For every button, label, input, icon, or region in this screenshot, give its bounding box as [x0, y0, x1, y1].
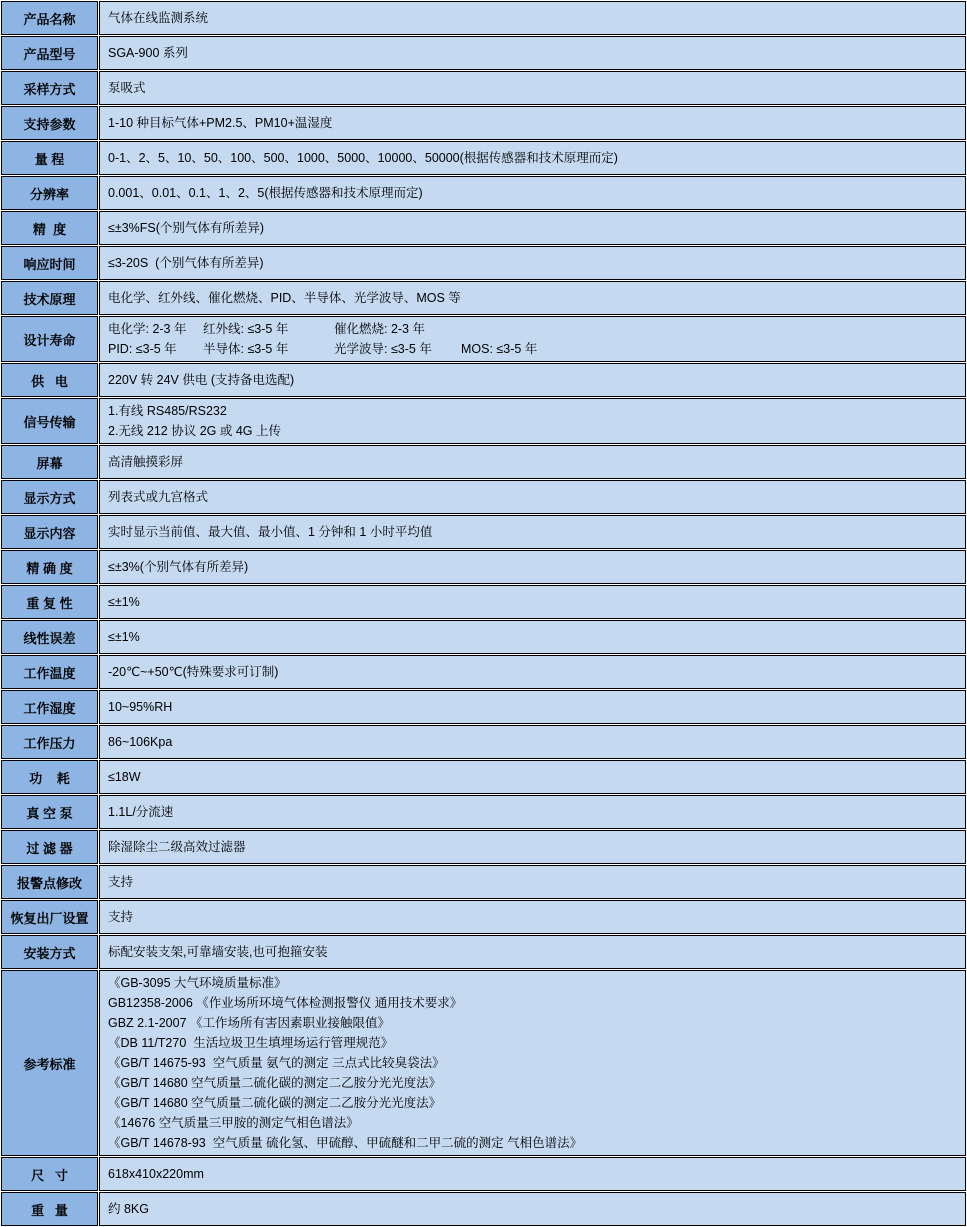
spec-value-line — [108, 339, 961, 359]
spec-value-line: 《GB/T 14680 空气质量二硫化碳的测定二乙胺分光光度法》 — [108, 1096, 442, 1110]
spec-label: 产品型号 — [1, 36, 98, 70]
spec-value — [99, 620, 966, 654]
spec-value — [99, 480, 966, 514]
spec-label: 线性误差 — [1, 620, 98, 654]
table-row — [1, 480, 966, 514]
table-row — [1, 36, 966, 70]
table-row — [1, 900, 966, 934]
spec-label: 报警点修改 — [1, 865, 98, 899]
table-row — [1, 363, 966, 397]
spec-value — [99, 445, 966, 479]
spec-value-line: 《GB/T 14678-93 空气质量 硫化氢、甲硫醇、甲硫醚和二甲二硫的测定 气相色谱法》 — [108, 1136, 583, 1150]
spec-value-line: 气体在线监测系统 — [108, 11, 209, 25]
spec-label: 技术原理 — [1, 281, 98, 315]
spec-label: 信号传输 — [1, 398, 98, 444]
table-row — [1, 281, 966, 315]
spec-value-line: 《GB/T 14675-93 空气质量 氨气的测定 三点式比较臭袋法》 — [108, 1056, 445, 1070]
spec-value — [99, 515, 966, 549]
table-row — [1, 585, 966, 619]
spec-value-line: ≤±1% — [108, 630, 140, 644]
spec-value-line: 1-10 种目标气体+PM2.5、PM10+温湿度 — [108, 116, 333, 130]
spec-label: 支持参数 — [1, 106, 98, 140]
spec-value-line: 标配安装支架,可靠墙安装,也可抱箍安装 — [108, 945, 328, 959]
spec-value-line: 约 8KG — [108, 1202, 149, 1216]
table-row — [1, 515, 966, 549]
spec-label: 屏幕 — [1, 445, 98, 479]
spec-label: 工作压力 — [1, 725, 98, 759]
spec-value-segment: 催化燃烧: 2-3 年 — [334, 322, 425, 336]
spec-value — [99, 935, 966, 969]
spec-value-line: GBZ 2.1-2007 《工作场所有害因素职业接触限值》 — [108, 1016, 390, 1030]
spec-value-line: 0-1、2、5、10、50、100、500、1000、5000、10000、50000(根据传感器和技术原理而定) — [108, 151, 618, 165]
spec-value — [99, 585, 966, 619]
spec-value-line: 618x410x220mm — [108, 1167, 204, 1181]
spec-table-body — [1, 1, 966, 1226]
spec-value-line: ≤±3%(个别气体有所差异) — [108, 560, 249, 574]
table-row — [1, 71, 966, 105]
spec-value-line: 1.1L/分流速 — [108, 805, 174, 819]
spec-value — [99, 36, 966, 70]
spec-value-line: ≤3-20S (个别气体有所差异) — [108, 256, 264, 270]
spec-value — [99, 690, 966, 724]
table-row — [1, 935, 966, 969]
spec-value — [99, 398, 966, 444]
spec-label: 过 滤 器 — [1, 830, 98, 864]
spec-label: 精 度 — [1, 211, 98, 245]
table-row — [1, 620, 966, 654]
spec-label: 产品名称 — [1, 1, 98, 35]
spec-value — [99, 176, 966, 210]
table-row — [1, 690, 966, 724]
table-row — [1, 211, 966, 245]
spec-value-line: ≤±1% — [108, 595, 140, 609]
table-row — [1, 1157, 966, 1191]
spec-value — [99, 970, 966, 1156]
spec-value — [99, 141, 966, 175]
spec-value-segment: 光学波导: ≤3-5 年 — [334, 342, 432, 356]
table-row — [1, 1192, 966, 1226]
table-row — [1, 106, 966, 140]
spec-value-line: 电化学、红外线、催化燃烧、PID、半导体、光学波导、MOS 等 — [108, 291, 461, 305]
table-row — [1, 316, 966, 362]
spec-value-line: 86~106Kpa — [108, 735, 173, 749]
spec-value-segment: MOS: ≤3-5 年 — [461, 342, 538, 356]
spec-value — [99, 550, 966, 584]
spec-value-line: 支持 — [108, 910, 134, 924]
spec-value — [99, 900, 966, 934]
spec-label: 真 空 泵 — [1, 795, 98, 829]
table-row — [1, 398, 966, 444]
spec-value-line: 2.无线 212 协议 2G 或 4G 上传 — [108, 424, 281, 438]
spec-value-line: 实时显示当前值、最大值、最小值、1 分钟和 1 小时平均值 — [108, 525, 433, 539]
table-row — [1, 830, 966, 864]
table-row — [1, 865, 966, 899]
spec-value — [99, 211, 966, 245]
spec-value-line: GB12358-2006 《作业场所环境气体检测报警仪 通用技术要求》 — [108, 996, 463, 1010]
table-row — [1, 141, 966, 175]
spec-value — [99, 760, 966, 794]
spec-label: 量 程 — [1, 141, 98, 175]
spec-value — [99, 281, 966, 315]
spec-value-line — [108, 319, 961, 339]
spec-label: 供 电 — [1, 363, 98, 397]
table-row — [1, 445, 966, 479]
spec-value-line: 高清触摸彩屏 — [108, 455, 184, 469]
spec-value-line: 《DB 11/T270 生活垃圾卫生填埋场运行管理规范》 — [108, 1036, 394, 1050]
spec-label: 分辨率 — [1, 176, 98, 210]
spec-label: 恢复出厂设置 — [1, 900, 98, 934]
table-row — [1, 655, 966, 689]
spec-value — [99, 1157, 966, 1191]
spec-label: 工作湿度 — [1, 690, 98, 724]
spec-label: 尺 寸 — [1, 1157, 98, 1191]
spec-label: 安装方式 — [1, 935, 98, 969]
spec-value-segment: 红外线: ≤3-5 年 — [203, 322, 289, 336]
spec-label: 功 耗 — [1, 760, 98, 794]
spec-value — [99, 1192, 966, 1226]
table-row — [1, 176, 966, 210]
table-row — [1, 1, 966, 35]
spec-label: 显示方式 — [1, 480, 98, 514]
spec-value-line: ≤±3%FS(个别气体有所差异) — [108, 221, 265, 235]
spec-label: 重 量 — [1, 1192, 98, 1226]
spec-label: 响应时间 — [1, 246, 98, 280]
spec-label: 精 确 度 — [1, 550, 98, 584]
spec-value-line: SGA-900 系列 — [108, 46, 188, 60]
table-row — [1, 725, 966, 759]
spec-value-line: 1.有线 RS485/RS232 — [108, 404, 227, 418]
spec-value — [99, 363, 966, 397]
spec-label: 工作温度 — [1, 655, 98, 689]
spec-label: 参考标准 — [1, 970, 98, 1156]
spec-value — [99, 725, 966, 759]
table-row — [1, 760, 966, 794]
spec-value — [99, 830, 966, 864]
table-row — [1, 550, 966, 584]
spec-value-line: 除湿除尘二级高效过滤器 — [108, 840, 246, 854]
spec-value — [99, 316, 966, 362]
spec-value-segment: PID: ≤3-5 年 — [108, 342, 177, 356]
spec-value — [99, 865, 966, 899]
spec-value — [99, 71, 966, 105]
spec-value — [99, 106, 966, 140]
spec-value-line: 《GB/T 14680 空气质量二硫化碳的测定二乙胺分光光度法》 — [108, 1076, 442, 1090]
spec-value-line: 列表式或九宫格式 — [108, 490, 209, 504]
spec-value-line: 泵吸式 — [108, 81, 146, 95]
spec-value — [99, 795, 966, 829]
spec-label: 采样方式 — [1, 71, 98, 105]
spec-value-segment: 电化学: 2-3 年 — [108, 322, 187, 336]
spec-value — [99, 1, 966, 35]
spec-value-line: ≤18W — [108, 770, 141, 784]
table-row — [1, 795, 966, 829]
spec-label: 设计寿命 — [1, 316, 98, 362]
table-row — [1, 970, 966, 1156]
spec-value-line: 0.001、0.01、0.1、1、2、5(根据传感器和技术原理而定) — [108, 186, 423, 200]
spec-value — [99, 655, 966, 689]
spec-value-line: 10~95%RH — [108, 700, 173, 714]
spec-value-line: 《GB-3095 大气环境质量标准》 — [108, 976, 287, 990]
spec-value-line: -20℃~+50℃(特殊要求可订制) — [108, 665, 279, 679]
spec-value-segment: 半导体: ≤3-5 年 — [203, 342, 289, 356]
spec-value — [99, 246, 966, 280]
spec-value-line: 支持 — [108, 875, 134, 889]
table-row — [1, 246, 966, 280]
spec-value-line: 《14676 空气质量三甲胺的测定气相色谱法》 — [108, 1116, 359, 1130]
spec-value-line: 220V 转 24V 供电 (支持备电选配) — [108, 373, 295, 387]
spec-label: 重 复 性 — [1, 585, 98, 619]
spec-label: 显示内容 — [1, 515, 98, 549]
